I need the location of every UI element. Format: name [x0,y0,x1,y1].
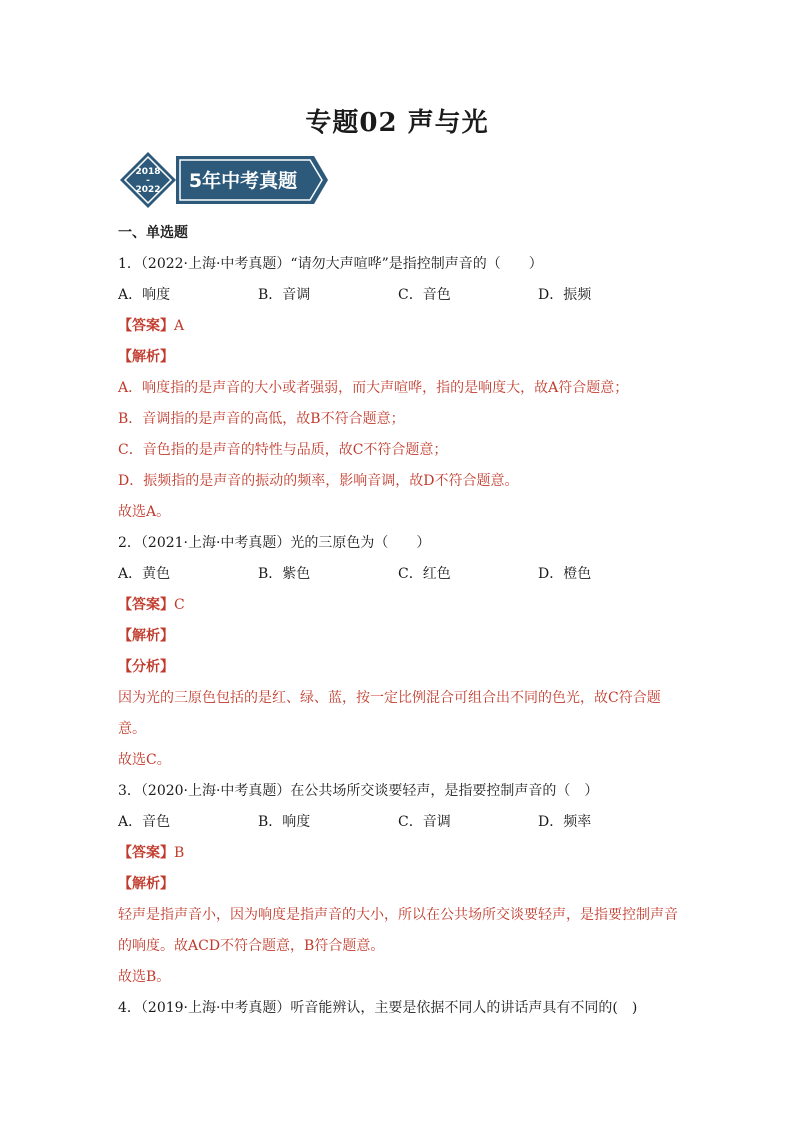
question-stem: 4．（2019·上海·中考真题）听音能辨认，主要是依据不同人的讲话声具有不同的( ) [118,1000,638,1016]
answer-tag: 【答案】 [118,318,174,334]
analysis-line: A．响度指的是声音的大小或者强弱，而大声喧哗，指的是响度大，故A符合题意； [118,380,629,396]
option-c: C．音调 [398,814,451,830]
answer-line [118,838,678,869]
answer-line [118,311,678,342]
section-heading: 一、单选题 [118,225,188,241]
option-list [118,807,678,838]
conclusion: 故选C。 [118,752,171,768]
option-d: D．振频 [538,287,592,303]
answer-tag: 【答案】 [118,845,174,861]
option-a: A．音色 [118,814,171,830]
question-stem: 2．（2021·上海·中考真题）光的三原色为（ ） [118,535,431,551]
analysis-line: 轻声是指声音小，因为响度是指声音的大小，所以在公共场所交谈要轻声，是指要控制声音 [118,907,678,923]
analysis-line: D．振频指的是声音的振动的频率，影响音调，故D不符合题意。 [118,473,519,489]
option-b: B．紫色 [258,566,311,582]
analysis-line: B．音调指的是声音的高低，故B不符合题意； [118,411,405,427]
banner-year-bottom: 2022 [135,185,161,195]
analysis-line: C．音色指的是声音的特性与品质，故C不符合题意； [118,442,448,458]
analysis-line: 的响度。故ACD不符合题意，B符合题意。 [118,938,385,954]
option-list [118,559,678,590]
analysis-tag: 【解析】 [118,628,174,644]
answer-line [118,590,678,621]
option-b: B．音调 [258,287,311,303]
option-b: B．响度 [258,814,311,830]
question-stem: 1．（2022·上海·中考真题）“请勿大声喧哗”是指控制声音的（ ） [118,256,543,272]
option-a: A．响度 [118,287,171,303]
answer-value: C [174,597,185,613]
answer-value: B [174,845,185,861]
analysis-tag: 【解析】 [118,349,174,365]
option-a: A．黄色 [118,566,171,582]
option-list [118,280,678,311]
analysis-tag: 【解析】 [118,876,174,892]
question-content [118,218,678,1024]
page-title: 专题02 声与光 [305,108,489,138]
banner-year-dash: - [146,176,150,186]
answer-tag: 【答案】 [118,597,174,613]
option-d: D．橙色 [538,566,592,582]
fenxi-tag: 【分析】 [118,659,174,675]
exam-banner [118,150,330,210]
answer-value: A [174,318,185,334]
conclusion: 故选A。 [118,504,171,520]
analysis-line: 因为光的三原色包括的是红、绿、蓝，按一定比例混合可组合出不同的色光，故C符合题 [118,690,661,706]
banner-year-top: 2018 [135,167,161,177]
option-c: C．红色 [398,566,451,582]
option-c: C．音色 [398,287,451,303]
conclusion: 故选B。 [118,969,171,985]
banner-label: 5年中考真题 [188,170,298,192]
analysis-line: 意。 [118,721,146,737]
option-d: D．频率 [538,814,592,830]
question-stem: 3．（2020·上海·中考真题）在公共场所交谈要轻声，是指要控制声音的（ ） [118,783,599,799]
